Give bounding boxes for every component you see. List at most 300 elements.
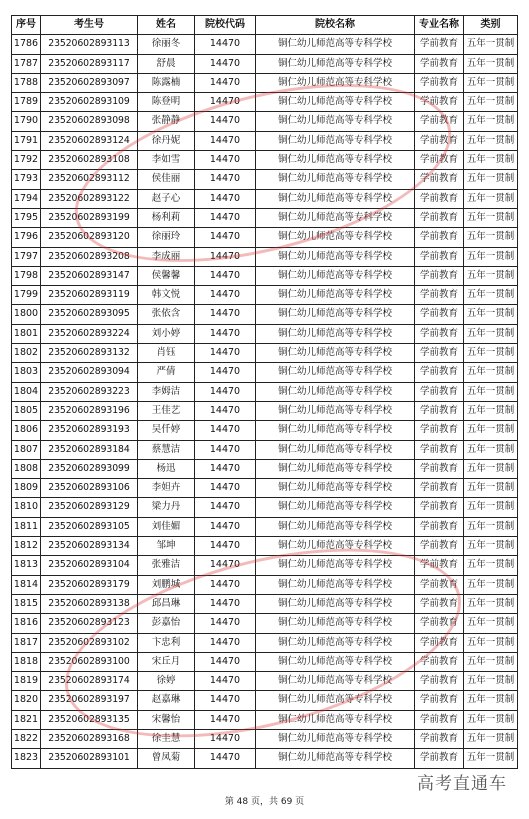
- header-school-code: 院校代码: [195, 16, 256, 35]
- cell-school-name: 铜仁幼儿师范高等专科学校: [256, 54, 415, 73]
- cell-category: 五年一贯制: [464, 710, 518, 729]
- admission-table: [11, 15, 518, 769]
- cell-candidate-id: 23520602893193: [41, 421, 138, 440]
- cell-name: 严倩: [138, 363, 195, 382]
- table-row: [12, 479, 518, 498]
- cell-name: 肖钰: [138, 344, 195, 363]
- cell-school-code: 14470: [195, 459, 256, 478]
- table-row: [12, 652, 518, 671]
- cell-category: 五年一贯制: [464, 459, 518, 478]
- cell-candidate-id: 23520602893099: [41, 459, 138, 478]
- header-candidate-id: 考生号: [41, 16, 138, 35]
- cell-school-name: 铜仁幼儿师范高等专科学校: [256, 73, 415, 92]
- cell-major: 学前教育: [415, 594, 464, 613]
- cell-seq: 1803: [12, 363, 41, 382]
- cell-school-code: 14470: [195, 691, 256, 710]
- cell-candidate-id: 23520602893102: [41, 633, 138, 652]
- cell-name: 舒晨: [138, 54, 195, 73]
- cell-name: 徐婷: [138, 672, 195, 691]
- cell-category: 五年一贯制: [464, 112, 518, 131]
- cell-seq: 1809: [12, 479, 41, 498]
- cell-candidate-id: 23520602893122: [41, 189, 138, 208]
- table-row: [12, 575, 518, 594]
- cell-candidate-id: 23520602893135: [41, 710, 138, 729]
- cell-major: 学前教育: [415, 151, 464, 170]
- cell-school-name: 铜仁幼儿师范高等专科学校: [256, 247, 415, 266]
- cell-seq: 1796: [12, 228, 41, 247]
- cell-school-code: 14470: [195, 189, 256, 208]
- header-category: 类别: [464, 16, 518, 35]
- cell-school-code: 14470: [195, 131, 256, 150]
- cell-name: 蔡慧洁: [138, 440, 195, 459]
- cell-candidate-id: 23520602893223: [41, 382, 138, 401]
- cell-name: 陈露楠: [138, 73, 195, 92]
- cell-candidate-id: 23520602893112: [41, 170, 138, 189]
- table-row: [12, 363, 518, 382]
- cell-seq: 1801: [12, 324, 41, 343]
- cell-major: 学前教育: [415, 479, 464, 498]
- cell-category: 五年一贯制: [464, 363, 518, 382]
- cell-major: 学前教育: [415, 54, 464, 73]
- cell-school-name: 铜仁幼儿师范高等专科学校: [256, 459, 415, 478]
- cell-name: 李如雪: [138, 151, 195, 170]
- cell-name: 徐丹妮: [138, 131, 195, 150]
- cell-school-code: 14470: [195, 151, 256, 170]
- cell-school-name: 铜仁幼儿师范高等专科学校: [256, 344, 415, 363]
- table-row: [12, 208, 518, 227]
- cell-school-name: 铜仁幼儿师范高等专科学校: [256, 266, 415, 285]
- cell-candidate-id: 23520602893098: [41, 112, 138, 131]
- cell-school-code: 14470: [195, 440, 256, 459]
- cell-major: 学前教育: [415, 749, 464, 768]
- cell-category: 五年一贯制: [464, 517, 518, 536]
- cell-school-code: 14470: [195, 228, 256, 247]
- cell-category: 五年一贯制: [464, 749, 518, 768]
- cell-seq: 1806: [12, 421, 41, 440]
- cell-school-name: 铜仁幼儿师范高等专科学校: [256, 749, 415, 768]
- cell-major: 学前教育: [415, 401, 464, 420]
- cell-name: 李姆洁: [138, 382, 195, 401]
- cell-school-code: 14470: [195, 710, 256, 729]
- cell-school-code: 14470: [195, 305, 256, 324]
- cell-name: 张静静: [138, 112, 195, 131]
- table-row: [12, 93, 518, 112]
- cell-name: 宋馨怡: [138, 710, 195, 729]
- page-number: 第 48 页，共 69 页: [224, 797, 305, 807]
- cell-school-code: 14470: [195, 498, 256, 517]
- cell-seq: 1786: [12, 35, 41, 54]
- cell-major: 学前教育: [415, 459, 464, 478]
- cell-name: 徐丽玲: [138, 228, 195, 247]
- cell-name: 曾凤菊: [138, 749, 195, 768]
- cell-name: 王佳艺: [138, 401, 195, 420]
- cell-candidate-id: 23520602893124: [41, 131, 138, 150]
- cell-category: 五年一贯制: [464, 479, 518, 498]
- header-seq: 序号: [12, 16, 41, 35]
- cell-category: 五年一贯制: [464, 382, 518, 401]
- cell-candidate-id: 23520602893120: [41, 228, 138, 247]
- cell-candidate-id: 23520602893199: [41, 208, 138, 227]
- table-row: [12, 421, 518, 440]
- cell-category: 五年一贯制: [464, 652, 518, 671]
- cell-school-code: 14470: [195, 556, 256, 575]
- cell-school-code: 14470: [195, 421, 256, 440]
- cell-school-code: 14470: [195, 208, 256, 227]
- cell-name: 邱昌琳: [138, 594, 195, 613]
- cell-major: 学前教育: [415, 537, 464, 556]
- cell-school-code: 14470: [195, 112, 256, 131]
- cell-major: 学前教育: [415, 498, 464, 517]
- cell-name: 刘鹏城: [138, 575, 195, 594]
- cell-candidate-id: 23520602893184: [41, 440, 138, 459]
- cell-major: 学前教育: [415, 93, 464, 112]
- table-header-row: [12, 16, 518, 35]
- cell-school-name: 铜仁幼儿师范高等专科学校: [256, 363, 415, 382]
- cell-seq: 1800: [12, 305, 41, 324]
- cell-school-name: 铜仁幼儿师范高等专科学校: [256, 93, 415, 112]
- cell-name: 徐丽冬: [138, 35, 195, 54]
- cell-candidate-id: 23520602893196: [41, 401, 138, 420]
- cell-category: 五年一贯制: [464, 537, 518, 556]
- cell-candidate-id: 23520602893109: [41, 93, 138, 112]
- cell-school-name: 铜仁幼儿师范高等专科学校: [256, 228, 415, 247]
- cell-name: 赵嘉琳: [138, 691, 195, 710]
- cell-category: 五年一贯制: [464, 151, 518, 170]
- cell-school-name: 铜仁幼儿师范高等专科学校: [256, 208, 415, 227]
- cell-candidate-id: 23520602893147: [41, 266, 138, 285]
- cell-seq: 1788: [12, 73, 41, 92]
- cell-school-name: 铜仁幼儿师范高等专科学校: [256, 729, 415, 748]
- table-row: [12, 131, 518, 150]
- cell-school-code: 14470: [195, 35, 256, 54]
- cell-seq: 1811: [12, 517, 41, 536]
- cell-school-code: 14470: [195, 170, 256, 189]
- cell-seq: 1813: [12, 556, 41, 575]
- table-row: [12, 401, 518, 420]
- table-row: [12, 614, 518, 633]
- table-row: [12, 286, 518, 305]
- cell-school-name: 铜仁幼儿师范高等专科学校: [256, 691, 415, 710]
- cell-seq: 1820: [12, 691, 41, 710]
- cell-candidate-id: 23520602893168: [41, 729, 138, 748]
- cell-candidate-id: 23520602893134: [41, 537, 138, 556]
- cell-category: 五年一贯制: [464, 305, 518, 324]
- cell-seq: 1822: [12, 729, 41, 748]
- cell-category: 五年一贯制: [464, 672, 518, 691]
- cell-seq: 1817: [12, 633, 41, 652]
- table-row: [12, 594, 518, 613]
- cell-major: 学前教育: [415, 672, 464, 691]
- table-row: [12, 228, 518, 247]
- cell-school-code: 14470: [195, 749, 256, 768]
- cell-school-name: 铜仁幼儿师范高等专科学校: [256, 652, 415, 671]
- cell-category: 五年一贯制: [464, 131, 518, 150]
- cell-school-code: 14470: [195, 575, 256, 594]
- cell-name: 陈登明: [138, 93, 195, 112]
- cell-major: 学前教育: [415, 112, 464, 131]
- cell-candidate-id: 23520602893197: [41, 691, 138, 710]
- cell-candidate-id: 23520602893138: [41, 594, 138, 613]
- cell-school-code: 14470: [195, 652, 256, 671]
- cell-candidate-id: 23520602893224: [41, 324, 138, 343]
- cell-major: 学前教育: [415, 382, 464, 401]
- cell-school-name: 铜仁幼儿师范高等专科学校: [256, 151, 415, 170]
- cell-candidate-id: 23520602893179: [41, 575, 138, 594]
- cell-name: 杨迅: [138, 459, 195, 478]
- cell-name: 邹坤: [138, 537, 195, 556]
- cell-major: 学前教育: [415, 324, 464, 343]
- cell-category: 五年一贯制: [464, 498, 518, 517]
- cell-seq: 1814: [12, 575, 41, 594]
- cell-seq: 1787: [12, 54, 41, 73]
- cell-major: 学前教育: [415, 440, 464, 459]
- cell-school-code: 14470: [195, 672, 256, 691]
- cell-school-name: 铜仁幼儿师范高等专科学校: [256, 575, 415, 594]
- cell-school-name: 铜仁幼儿师范高等专科学校: [256, 594, 415, 613]
- header-school-name: 院校名称: [256, 16, 415, 35]
- cell-candidate-id: 23520602893208: [41, 247, 138, 266]
- table-row: [12, 344, 518, 363]
- cell-major: 学前教育: [415, 305, 464, 324]
- table-row: [12, 556, 518, 575]
- cell-category: 五年一贯制: [464, 189, 518, 208]
- cell-category: 五年一贯制: [464, 247, 518, 266]
- cell-school-name: 铜仁幼儿师范高等专科学校: [256, 517, 415, 536]
- table-row: [12, 35, 518, 54]
- table-row: [12, 266, 518, 285]
- cell-major: 学前教育: [415, 517, 464, 536]
- table-row: [12, 691, 518, 710]
- table-row: [12, 324, 518, 343]
- cell-category: 五年一贯制: [464, 594, 518, 613]
- cell-seq: 1793: [12, 170, 41, 189]
- cell-seq: 1789: [12, 93, 41, 112]
- cell-school-code: 14470: [195, 54, 256, 73]
- cell-name: 彭嘉怡: [138, 614, 195, 633]
- cell-major: 学前教育: [415, 575, 464, 594]
- table-row: [12, 382, 518, 401]
- cell-seq: 1815: [12, 594, 41, 613]
- cell-major: 学前教育: [415, 614, 464, 633]
- cell-category: 五年一贯制: [464, 691, 518, 710]
- cell-seq: 1797: [12, 247, 41, 266]
- cell-candidate-id: 23520602893097: [41, 73, 138, 92]
- cell-category: 五年一贯制: [464, 93, 518, 112]
- cell-seq: 1807: [12, 440, 41, 459]
- cell-major: 学前教育: [415, 556, 464, 575]
- admission-list-sheet: [11, 15, 517, 769]
- table-row: [12, 112, 518, 131]
- cell-school-name: 铜仁幼儿师范高等专科学校: [256, 324, 415, 343]
- cell-name: 李成丽: [138, 247, 195, 266]
- cell-category: 五年一贯制: [464, 286, 518, 305]
- cell-major: 学前教育: [415, 363, 464, 382]
- table-row: [12, 54, 518, 73]
- cell-candidate-id: 23520602893094: [41, 363, 138, 382]
- cell-seq: 1802: [12, 344, 41, 363]
- cell-candidate-id: 23520602893123: [41, 614, 138, 633]
- cell-category: 五年一贯制: [464, 575, 518, 594]
- cell-major: 学前教育: [415, 286, 464, 305]
- cell-name: 吴仟婷: [138, 421, 195, 440]
- table-row: [12, 749, 518, 768]
- cell-candidate-id: 23520602893113: [41, 35, 138, 54]
- cell-candidate-id: 23520602893108: [41, 151, 138, 170]
- cell-major: 学前教育: [415, 710, 464, 729]
- cell-category: 五年一贯制: [464, 228, 518, 247]
- table-row: [12, 459, 518, 478]
- cell-category: 五年一贯制: [464, 35, 518, 54]
- cell-school-code: 14470: [195, 286, 256, 305]
- table-row: [12, 729, 518, 748]
- cell-school-name: 铜仁幼儿师范高等专科学校: [256, 498, 415, 517]
- cell-candidate-id: 23520602893132: [41, 344, 138, 363]
- cell-category: 五年一贯制: [464, 324, 518, 343]
- table-row: [12, 170, 518, 189]
- cell-name: 赵子心: [138, 189, 195, 208]
- cell-school-name: 铜仁幼儿师范高等专科学校: [256, 382, 415, 401]
- cell-school-code: 14470: [195, 363, 256, 382]
- table-row: [12, 305, 518, 324]
- cell-category: 五年一贯制: [464, 344, 518, 363]
- table-row: [12, 151, 518, 170]
- table-row: [12, 498, 518, 517]
- table-row: [12, 710, 518, 729]
- table-row: [12, 189, 518, 208]
- cell-seq: 1798: [12, 266, 41, 285]
- cell-school-code: 14470: [195, 614, 256, 633]
- cell-seq: 1808: [12, 459, 41, 478]
- cell-school-name: 铜仁幼儿师范高等专科学校: [256, 131, 415, 150]
- cell-major: 学前教育: [415, 652, 464, 671]
- cell-school-code: 14470: [195, 266, 256, 285]
- cell-category: 五年一贯制: [464, 421, 518, 440]
- table-row: [12, 633, 518, 652]
- cell-name: 侯馨馨: [138, 266, 195, 285]
- cell-candidate-id: 23520602893105: [41, 517, 138, 536]
- cell-seq: 1805: [12, 401, 41, 420]
- cell-school-code: 14470: [195, 594, 256, 613]
- cell-name: 宋丘月: [138, 652, 195, 671]
- cell-name: 张依含: [138, 305, 195, 324]
- cell-name: 李妲卉: [138, 479, 195, 498]
- cell-school-name: 铜仁幼儿师范高等专科学校: [256, 421, 415, 440]
- cell-school-name: 铜仁幼儿师范高等专科学校: [256, 614, 415, 633]
- cell-school-name: 铜仁幼儿师范高等专科学校: [256, 479, 415, 498]
- cell-school-name: 铜仁幼儿师范高等专科学校: [256, 710, 415, 729]
- cell-candidate-id: 23520602893129: [41, 498, 138, 517]
- cell-category: 五年一贯制: [464, 440, 518, 459]
- cell-name: 杨利莉: [138, 208, 195, 227]
- cell-school-code: 14470: [195, 344, 256, 363]
- cell-seq: 1823: [12, 749, 41, 768]
- cell-school-name: 铜仁幼儿师范高等专科学校: [256, 672, 415, 691]
- cell-seq: 1790: [12, 112, 41, 131]
- cell-name: 刘佳媚: [138, 517, 195, 536]
- cell-major: 学前教育: [415, 170, 464, 189]
- cell-major: 学前教育: [415, 35, 464, 54]
- cell-school-code: 14470: [195, 517, 256, 536]
- cell-seq: 1816: [12, 614, 41, 633]
- cell-seq: 1791: [12, 131, 41, 150]
- cell-name: 梁力丹: [138, 498, 195, 517]
- cell-seq: 1821: [12, 710, 41, 729]
- cell-school-code: 14470: [195, 247, 256, 266]
- cell-major: 学前教育: [415, 729, 464, 748]
- cell-category: 五年一贯制: [464, 208, 518, 227]
- cell-category: 五年一贯制: [464, 614, 518, 633]
- cell-major: 学前教育: [415, 131, 464, 150]
- cell-name: 卞忠利: [138, 633, 195, 652]
- cell-category: 五年一贯制: [464, 73, 518, 92]
- cell-category: 五年一贯制: [464, 54, 518, 73]
- cell-major: 学前教育: [415, 208, 464, 227]
- cell-name: 韩文悦: [138, 286, 195, 305]
- cell-school-code: 14470: [195, 401, 256, 420]
- cell-school-code: 14470: [195, 479, 256, 498]
- cell-major: 学前教育: [415, 266, 464, 285]
- cell-school-name: 铜仁幼儿师范高等专科学校: [256, 633, 415, 652]
- cell-candidate-id: 23520602893100: [41, 652, 138, 671]
- cell-major: 学前教育: [415, 228, 464, 247]
- cell-name: 刘小婷: [138, 324, 195, 343]
- cell-candidate-id: 23520602893174: [41, 672, 138, 691]
- cell-major: 学前教育: [415, 691, 464, 710]
- cell-seq: 1810: [12, 498, 41, 517]
- brand-watermark: 高考直通车: [417, 774, 507, 794]
- cell-seq: 1804: [12, 382, 41, 401]
- table-row: [12, 517, 518, 536]
- header-major: 专业名称: [415, 16, 464, 35]
- cell-major: 学前教育: [415, 344, 464, 363]
- cell-seq: 1792: [12, 151, 41, 170]
- cell-name: 张雅洁: [138, 556, 195, 575]
- cell-candidate-id: 23520602893106: [41, 479, 138, 498]
- cell-candidate-id: 23520602893095: [41, 305, 138, 324]
- cell-school-name: 铜仁幼儿师范高等专科学校: [256, 305, 415, 324]
- cell-school-code: 14470: [195, 73, 256, 92]
- cell-category: 五年一贯制: [464, 633, 518, 652]
- cell-major: 学前教育: [415, 247, 464, 266]
- cell-school-code: 14470: [195, 93, 256, 112]
- cell-seq: 1794: [12, 189, 41, 208]
- cell-category: 五年一贯制: [464, 266, 518, 285]
- cell-seq: 1795: [12, 208, 41, 227]
- cell-candidate-id: 23520602893117: [41, 54, 138, 73]
- header-name: 姓名: [138, 16, 195, 35]
- table-body: [12, 35, 518, 768]
- cell-school-code: 14470: [195, 633, 256, 652]
- cell-school-code: 14470: [195, 324, 256, 343]
- cell-candidate-id: 23520602893119: [41, 286, 138, 305]
- cell-seq: 1818: [12, 652, 41, 671]
- cell-school-name: 铜仁幼儿师范高等专科学校: [256, 170, 415, 189]
- cell-major: 学前教育: [415, 189, 464, 208]
- table-row: [12, 537, 518, 556]
- cell-candidate-id: 23520602893101: [41, 749, 138, 768]
- cell-name: 徐圭慧: [138, 729, 195, 748]
- cell-school-name: 铜仁幼儿师范高等专科学校: [256, 556, 415, 575]
- table-row: [12, 672, 518, 691]
- cell-category: 五年一贯制: [464, 556, 518, 575]
- table-row: [12, 73, 518, 92]
- cell-candidate-id: 23520602893104: [41, 556, 138, 575]
- cell-major: 学前教育: [415, 633, 464, 652]
- cell-seq: 1819: [12, 672, 41, 691]
- cell-school-code: 14470: [195, 537, 256, 556]
- cell-school-name: 铜仁幼儿师范高等专科学校: [256, 112, 415, 131]
- cell-school-code: 14470: [195, 729, 256, 748]
